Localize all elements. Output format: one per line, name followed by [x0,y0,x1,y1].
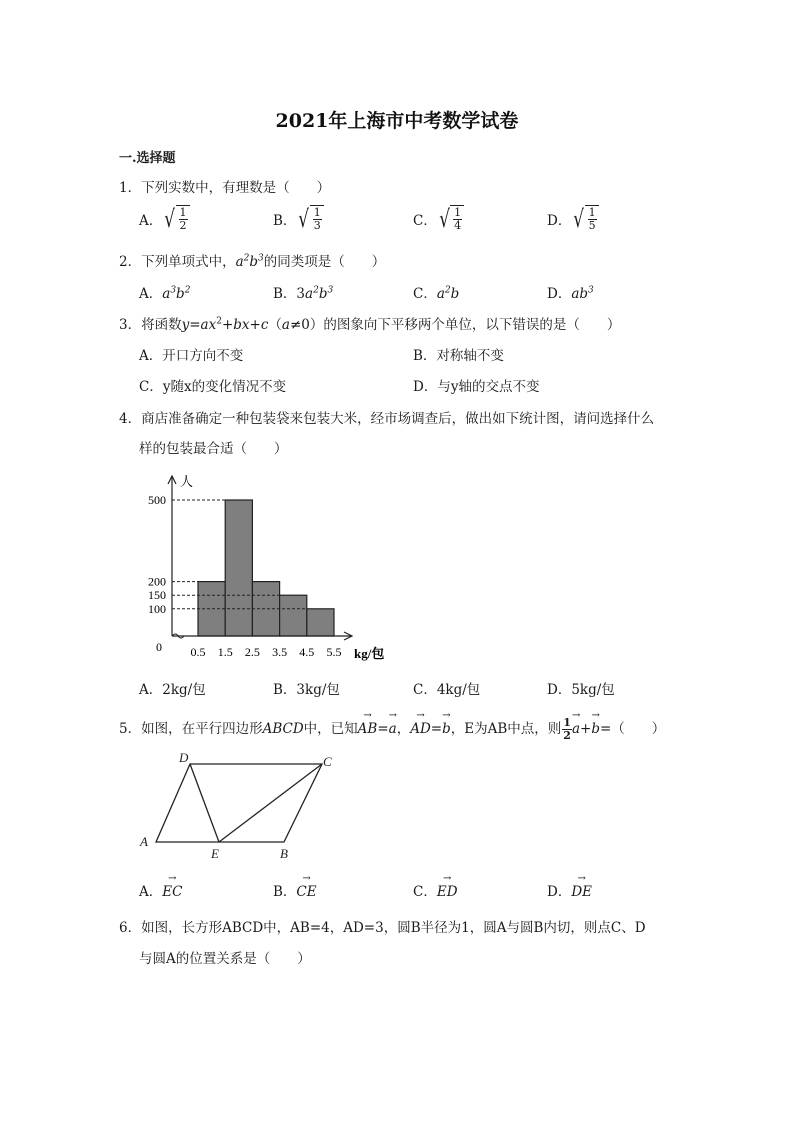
x-tick-label: 4.5 [299,645,315,659]
question-2-option-d[interactable]: D．$ab^3$ [547,285,594,302]
option-letter: B． [273,213,297,229]
frac-den: 5 [588,219,596,232]
question-2-stem [119,250,385,270]
frac-num: 1 [588,206,596,219]
y-tick-label: 100 [148,601,166,616]
question-4-option-a[interactable]: A．2kg/包 [139,682,206,698]
label-e: E [211,846,219,861]
segment-ec [219,764,322,842]
frac-num: 1 [313,206,321,219]
question-2-option-b[interactable]: B．$3a^2b^3$ [273,285,334,302]
histogram-bar [307,609,334,636]
question-1-option-c[interactable] [413,205,464,233]
sqrt-expression: √ $\frac{1}{4}$ [437,205,464,233]
question-6-stem-line1: 6．如图，长方形ABCD中，AB=4，AD=3，圆B半径为1，圆A与圆B内切，则点C、D [119,920,646,936]
y-tick-label: 500 [148,493,166,507]
sqrt-expression: √ $\frac{1}{2}$ [162,205,189,233]
question-5-option-b[interactable]: B．→ CE [273,880,317,900]
question-3-stem: 3．将函数$y=ax^2+bx+c(a\ne 0)$的图象向下平移两个单位，以下错误的是（ ） [119,316,621,333]
sqrt-expression: √ $\frac{1}{3}$ [296,205,323,233]
frac-den: 4 [454,219,462,232]
histogram-chart [140,462,410,672]
option-letter: C． [413,213,437,229]
parallelogram-figure [138,748,343,863]
sqrt-expression: √ $\frac{1}{5}$ [571,205,598,233]
option-letter: A． [139,213,163,229]
frac-den: 2 [179,219,187,232]
question-2-term: $a^2b^3$ [235,253,264,270]
page-title: 2021年上海市中考数学试卷 [275,110,519,132]
y-tick-label: 200 [148,574,166,589]
label-b: B [280,846,288,861]
question-2-stem-b: 的同类项是（ ） [263,254,386,270]
question-2-option-c[interactable]: C．$a^2b$ [413,285,460,302]
label-d: D [179,750,189,765]
question-5-stem: 5．如图，在平行四边形ABCD中，已知→ AB=→ a，→ AD=→ b，E为AB中点，则 $\frac{1}{2}$ → a+→ b=（ ） [119,717,665,742]
question-3-option-d[interactable]: D．与y轴的交点不变 [413,379,540,395]
x-tick-label: 0.5 [190,645,206,659]
option-letter: D． [547,213,572,229]
parallelogram-outline [156,764,322,842]
question-5-option-a[interactable]: A．→ EC [139,880,182,900]
segment-de [190,764,219,842]
histogram-bar [252,582,279,636]
question-4-stem-line1: 4．商店准备确定一种包装袋来包装大米，经市场调查后，做出如下统计图，请问选择什么 [119,411,655,427]
question-3-function: y [181,317,190,333]
question-1-stem: 1．下列实数中，有理数是（ ） [119,180,331,196]
question-4-option-c[interactable]: C．4kg/包 [413,682,481,698]
question-3-option-a[interactable]: A．开口方向不变 [139,348,244,364]
question-1-option-a[interactable] [139,205,190,233]
y-tick-label: 150 [148,588,166,603]
label-c: C [323,754,332,769]
frac-den: 3 [313,219,321,232]
histogram-bar [225,500,252,636]
x-tick-label: 1.5 [217,645,233,659]
question-4-option-d[interactable]: D．5kg/包 [547,682,615,698]
question-2-stem-a: 2．下列单项式中， [119,254,236,270]
question-4-option-b[interactable]: B．3kg/包 [273,682,340,698]
histogram-bar [280,595,307,636]
question-3-option-b[interactable]: B．对称轴不变 [413,348,504,364]
question-6-stem-line2: 与圆A的位置关系是（ ） [139,951,311,967]
question-5-option-c[interactable]: C．→ ED [413,880,458,900]
x-tick-label: 3.5 [272,645,288,659]
question-5-option-d[interactable]: D．→ DE [547,880,592,900]
frac-num: 1 [179,206,187,219]
origin-label: 0 [156,640,162,654]
x-tick-label: 2.5 [244,645,260,659]
section-heading: 一.选择题 [119,151,176,166]
question-2-option-a[interactable]: A．$a^3b^2$ [139,285,191,302]
x-tick-label: 5.5 [326,645,342,659]
question-4-stem-line2: 样的包装最合适（ ） [139,441,288,457]
y-axis-label: 人 [180,474,194,489]
question-1-option-b[interactable] [273,205,324,233]
frac-num: 1 [454,206,462,219]
question-3-option-c[interactable]: C．y随x的变化情况不变 [139,379,287,395]
label-a: A [140,834,148,849]
question-1-option-d[interactable] [547,205,599,233]
x-axis-label: kg/包 [354,646,385,661]
